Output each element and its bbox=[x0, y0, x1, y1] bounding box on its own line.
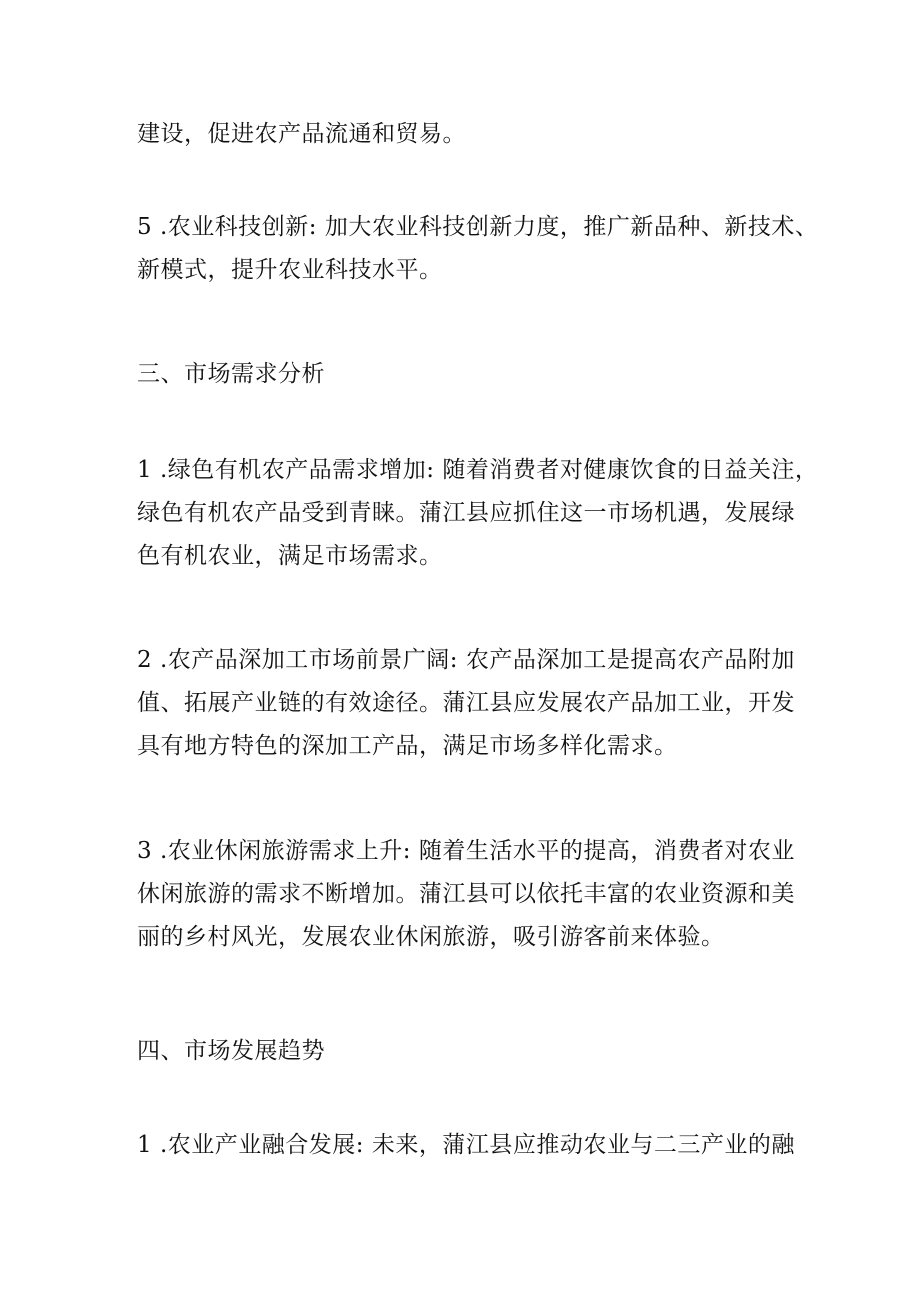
text-line: 休闲旅游的需求不断增加。蒲江县可以依托丰富的农业资源和美 bbox=[137, 881, 795, 907]
section-heading-market-demand bbox=[137, 353, 797, 396]
text-line: 绿色有机农产品受到青睐。蒲江县应抓住这一市场机遇，发展绿 bbox=[137, 500, 795, 526]
list-item-deep-processing-market bbox=[137, 639, 797, 768]
list-item-industry-integration bbox=[137, 1124, 797, 1167]
text-line: 丽的乡村风光，发展农业休闲旅游，吸引游客前来体验。 bbox=[137, 924, 725, 950]
text-line: 3 .农业休闲旅游需求上升: 随着生活水平的提高，消费者对农业 bbox=[137, 838, 795, 864]
heading-text: 四、市场发展趋势 bbox=[137, 1038, 325, 1064]
paragraph-continued bbox=[137, 113, 797, 156]
text-line: 5 .农业科技创新: 加大农业科技创新力度，推广新品种、新技术、 bbox=[137, 214, 819, 240]
text-line: 新模式，提升农业科技水平。 bbox=[137, 257, 443, 283]
list-item-agri-tech-innovation bbox=[137, 206, 819, 292]
text-line: 2 .农产品深加工市场前景广阔: 农产品深加工是提高农产品附加 bbox=[137, 647, 795, 673]
text-line: 具有地方特色的深加工产品，满足市场多样化需求。 bbox=[137, 733, 678, 759]
list-item-green-organic-demand bbox=[137, 449, 819, 578]
text-line: 建设，促进农产品流通和贸易。 bbox=[137, 121, 466, 147]
text-line: 1 .农业产业融合发展: 未来，蒲江县应推动农业与二三产业的融 bbox=[137, 1132, 795, 1158]
text-line: 值、拓展产业链的有效途径。蒲江县应发展农产品加工业，开发 bbox=[137, 690, 795, 716]
text-line: 1 .绿色有机农产品需求增加: 随着消费者对健康饮食的日益关注， bbox=[137, 457, 819, 483]
list-item-leisure-tourism-demand bbox=[137, 830, 797, 959]
section-heading-market-trends bbox=[137, 1030, 797, 1073]
heading-text: 三、市场需求分析 bbox=[137, 361, 325, 387]
text-line: 色有机农业，满足市场需求。 bbox=[137, 543, 443, 569]
